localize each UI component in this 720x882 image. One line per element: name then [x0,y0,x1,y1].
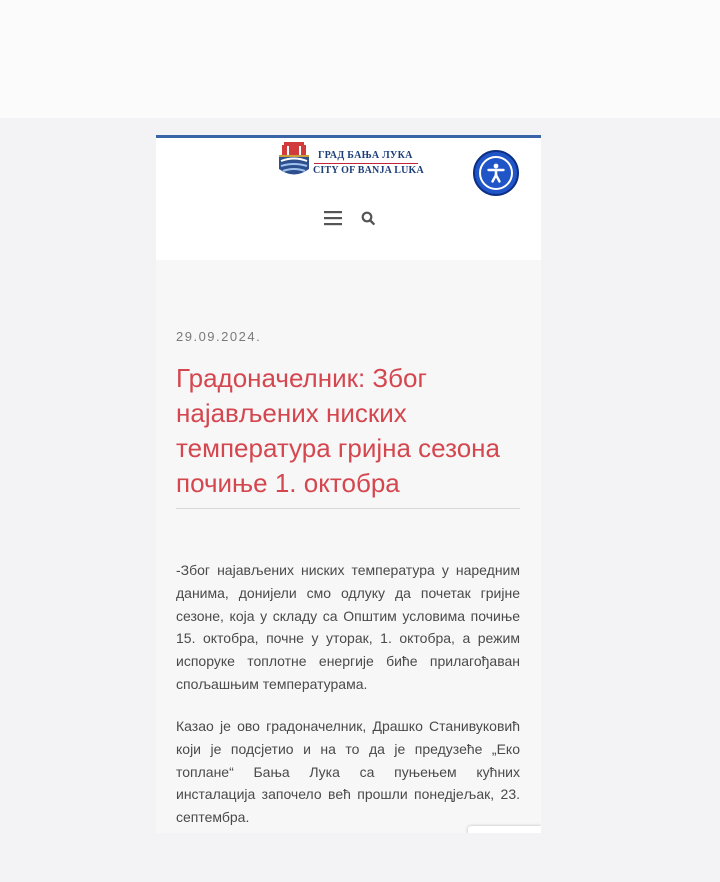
accessibility-icon [479,156,513,190]
logo-text-cyrillic: ГРАД БАЊА ЛУКА [318,150,413,161]
article-date: 29.09.2024. [176,329,262,344]
recaptcha-badge[interactable] [468,826,541,833]
accessibility-button[interactable] [473,150,519,196]
coat-of-arms-icon [276,142,312,182]
search-icon[interactable] [361,210,375,226]
city-logo[interactable] [276,142,424,182]
article-paragraph-2: Казао је ово градоначелник, Драшко Станивуковић који је подсјетио и на то да је предузеће „Еко топлане“ Бања Лука са пуњењем кућних инсталација започело већ прошли понедјељак, 23. септембра. [176,718,520,826]
logo-text-latin: CITY OF BANJA LUKA [313,165,424,176]
title-divider [176,508,520,509]
status-area [0,0,720,118]
page-viewport [156,135,541,833]
site-header [156,135,541,260]
article-title: Градоначелник: Због најављених ниских температура гријна сезона почиње 1. октобра [176,363,500,498]
article-paragraph-1: -Због најављених ниских температура у наредним данима, донијели смо одлуку да почетак гријне сезоне, која у складу са Општим условима почиње 15. октобра, почне у уторак, 1. октобра, а режим испоруке топлотне енергије биће прилагођаван спољашњим температурама. [176,562,520,692]
menu-icon[interactable] [324,210,342,226]
logo-divider [314,163,418,164]
